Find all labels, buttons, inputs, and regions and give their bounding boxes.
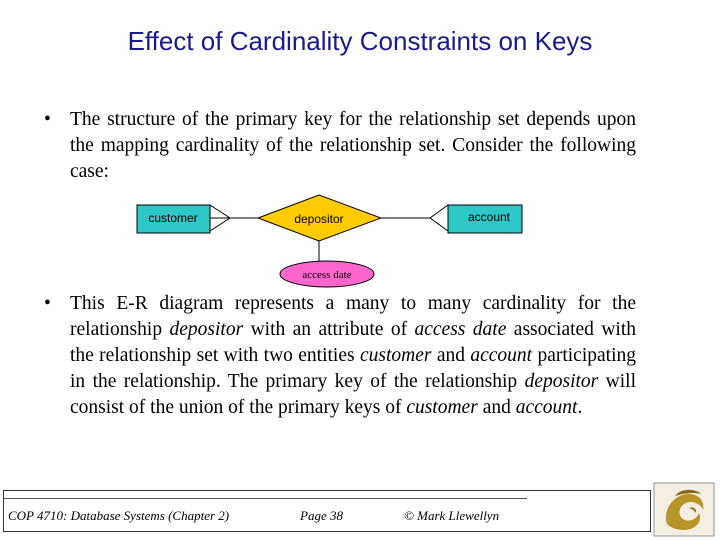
italic-term: access date bbox=[414, 319, 507, 340]
crows-foot-right bbox=[430, 205, 448, 231]
italic-term: customer bbox=[406, 397, 478, 418]
bullet-paragraph-2 bbox=[70, 291, 636, 421]
paragraph-text: associated with the relationship set with two entities bbox=[70, 319, 636, 366]
slide-title: Effect of Cardinality Constraints on Keys bbox=[127, 26, 593, 56]
footer-divider bbox=[3, 498, 527, 499]
bullet-marker: • bbox=[44, 293, 51, 314]
paragraph-text: will consist of the union of the primary keys of bbox=[70, 371, 636, 418]
attribute-access-date-label: access date bbox=[302, 269, 352, 281]
entity-customer-label: customer bbox=[148, 211, 198, 225]
paragraph-text: . bbox=[577, 397, 583, 418]
pegasus-logo-icon bbox=[653, 482, 715, 537]
paragraph-text: participating in the relationship. The primary key of the relationship bbox=[70, 345, 636, 392]
relationship-depositor-label: depositor bbox=[294, 212, 344, 226]
footer-author: © Mark Llewellyn bbox=[404, 508, 500, 523]
bullet-marker: • bbox=[44, 109, 51, 130]
footer-course: COP 4710: Database Systems (Chapter 2) bbox=[8, 508, 230, 523]
italic-term: customer bbox=[359, 345, 432, 366]
paragraph-text: with an attribute of bbox=[243, 319, 415, 340]
paragraph-text: This E-R diagram represents a many to many cardinality for the relationship bbox=[70, 293, 636, 340]
italic-term: account bbox=[470, 345, 533, 366]
italic-term: depositor bbox=[169, 319, 244, 340]
bullet-paragraph-1: The structure of the primary key for the relationship set depends upon the mapping cardinality of the relationship set. Consider the following case: bbox=[70, 109, 636, 182]
paragraph-text: and bbox=[431, 345, 471, 366]
footer-page-number: Page 38 bbox=[300, 508, 343, 523]
paragraph-text: and bbox=[477, 397, 516, 418]
entity-account-label: account bbox=[467, 210, 511, 224]
italic-term: account bbox=[515, 397, 578, 418]
italic-term: depositor bbox=[524, 371, 599, 392]
